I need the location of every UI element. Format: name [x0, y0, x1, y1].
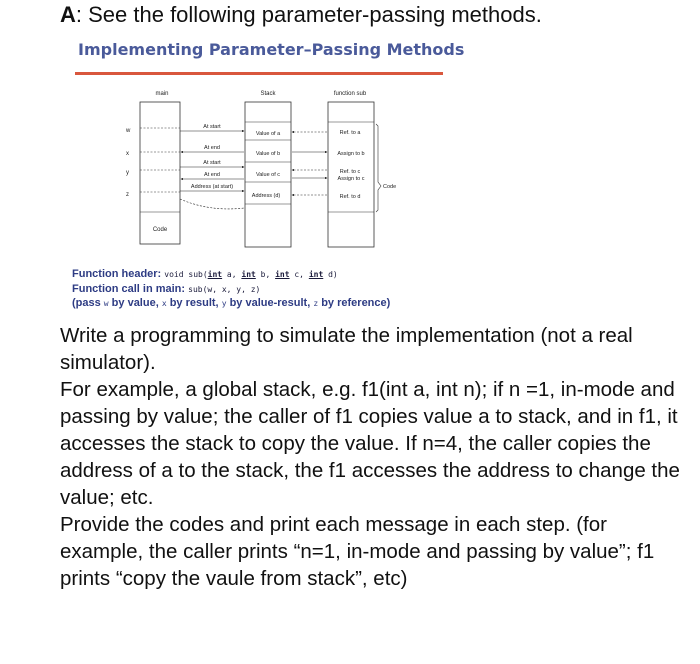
sub-ref-a: Ref. to a: [339, 130, 361, 136]
main-box: [140, 102, 180, 244]
row-label-z: z: [126, 192, 129, 198]
pass-modes-line: (pass w by value, x by result, y by value-result, z by reference): [72, 297, 391, 309]
stack-address-d: Address (d): [251, 193, 281, 199]
body-paragraph-3: Provide the codes and print each message in each step. (for example, the caller prints “n=1, in-mode and passing by value”; f1 prints “copy the vaule from stack”, etc): [60, 513, 655, 590]
body-paragraph-1: Write a programming to simulate the implementation (not a real simulator).: [60, 324, 633, 374]
question-heading-text: : See the following parameter-passing methods.: [75, 2, 542, 27]
label-at-end-1: At end: [204, 145, 220, 151]
row-label-w: w: [126, 128, 131, 134]
stack-value-b: Value of b: [255, 151, 281, 157]
col-sub-label: function sub: [333, 91, 367, 97]
function-call-line: [72, 283, 260, 295]
label-at-end-2: At end: [204, 172, 220, 178]
function-header-label: Function header:: [72, 268, 162, 280]
label-address-at-start: Address (at start): [190, 184, 234, 190]
col-main-label: main: [155, 91, 169, 97]
sub-ref-c: Ref. to c: [339, 169, 361, 175]
sub-assign-c: Assign to c: [337, 176, 365, 182]
body-paragraph-2: For example, a global stack, e.g. f1(int a, int n); if n =1, in-mode and passing by value; the caller of f1 copies value a to stack, and in f1, it accesses the stack to copy the value. If n=4, the caller copies the address of a to the stack, the f1 accesses the address to change the value; etc.: [60, 378, 680, 509]
label-at-start-1: At start: [203, 124, 221, 130]
question-heading: [60, 2, 542, 28]
function-call-label: Function call in main:: [72, 283, 186, 295]
label-at-start-2: At start: [203, 160, 221, 166]
sub-code-label: Code: [383, 184, 397, 190]
title-divider: [75, 72, 443, 75]
row-label-x: x: [126, 151, 129, 157]
sub-assign-b: Assign to b: [337, 151, 365, 157]
code-brace: [376, 124, 381, 212]
function-header-line: [72, 268, 338, 280]
main-code-label: Code: [152, 227, 168, 233]
stack-value-a: Value of a: [255, 131, 281, 137]
slide-title: Implementing Parameter–Passing Methods: [78, 40, 465, 59]
row-label-y: y: [126, 170, 129, 176]
col-stack-label: Stack: [260, 91, 276, 97]
function-call-code: sub(w, x, y, z): [188, 285, 261, 294]
sub-ref-d: Ref. to d: [339, 194, 361, 200]
question-label: A: [60, 2, 76, 27]
function-header-code: void sub(int a, int b, int c, int d): [164, 270, 338, 279]
stack-value-c: Value of c: [255, 172, 281, 178]
question-body: [60, 322, 690, 592]
parameter-passing-diagram: [110, 82, 410, 257]
